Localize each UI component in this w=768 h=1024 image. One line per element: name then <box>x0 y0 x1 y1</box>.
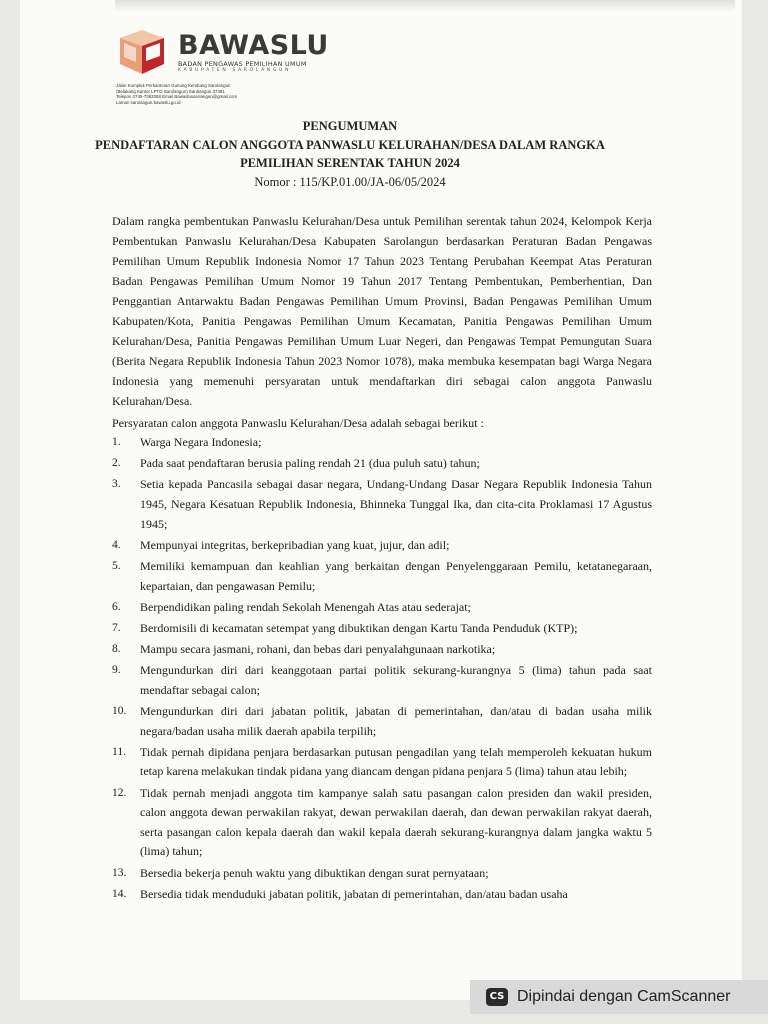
scan-shadow <box>115 0 735 12</box>
list-item <box>112 885 652 905</box>
list-item <box>112 661 652 700</box>
list-item <box>112 743 652 782</box>
address-line: Telepon 0745-7392058 Email Bawaslusarolangun@gmail.com <box>116 94 238 100</box>
brand-region: KABUPATEN SAROLANGUN <box>178 68 292 73</box>
item-number: 7. <box>112 621 121 634</box>
item-number: 9. <box>112 664 121 677</box>
item-number: 13. <box>112 866 127 879</box>
bawaslu-logo-icon <box>116 26 172 78</box>
item-number: 14. <box>112 887 127 900</box>
list-item <box>112 557 652 596</box>
announcement-heading <box>90 117 610 191</box>
address-line: Laman sarolangun.bawaslu.go.id <box>116 99 181 105</box>
item-text: Bersedia tidak menduduki jabatan politik, jabatan di pemerintahan, dan/atau badan usaha <box>140 886 568 901</box>
list-item <box>112 536 652 556</box>
item-text: Warga Negara Indonesia; <box>140 435 262 449</box>
camscanner-watermark <box>470 980 768 1014</box>
item-number: 4. <box>112 538 121 551</box>
brand-name: BAWASLU <box>178 30 329 61</box>
item-text: Setia kepada Pancasila sebagai dasar negara, Undang-Undang Dasar Negara Republik Indonesia Tahun 1945, Negara Kesatuan Republik Indonesia, Bhinneka Tunggal Ika, dan cita-cita Proklamasi 17 Agustus 1945; <box>140 477 652 531</box>
list-item <box>112 784 652 862</box>
list-item <box>112 475 652 534</box>
document-number: Nomor : 115/KP.01.00/JA-06/05/2024 <box>254 174 446 189</box>
document-body <box>112 211 652 906</box>
item-text: Mengundurkan diri dari keanggotaan partai politik sekurang-kurangnya 5 (lima) tahun pada saat mendaftar sebagai calon; <box>140 663 652 697</box>
item-number: 12. <box>112 786 127 799</box>
item-number: 5. <box>112 559 121 572</box>
intro-paragraph: Dalam rangka pembentukan Panwaslu Kelurahan/Desa untuk Pemilihan serentak tahun 2024, Kelompok Kerja Pembentukan Panwaslu Kelurahan/Desa Kabupaten Sarolangun berdasarkan Peraturan Badan Pengawas Pemilihan Umum Republik Indonesia Nomor 17 Tahun 2023 Tentang Perubahan Keempat Atas Peraturan Badan Pengawas Pemilihan Umum Nomor 19 Tahun 2017 Tentang Pembentukan, Pemberhentian, Dan Penggantian Antarwaktu Badan Pengawas Pemilihan Umum Provinsi, Badan Pengawas Pemilihan Umum Kabupaten/Kota, Panitia Pengawas Pemilihan Umum Kecamatan, Panitia Pengawas Pemilihan Umum Kelurahan/Desa, Panitia Pengawas Pemilihan Umum Luar Negeri, dan Pengawas Tempat Pemungutan Suara (Berita Negara Republik Indonesia Tahun 2023 Nomor 1078), maka membuka kesempatan bagi Warga Negara Indonesia yang memenuhi persyaratan untuk mendaftarkan diri sebagai calon anggota Panwaslu Kelurahan/Desa. <box>112 214 652 408</box>
item-number: 2. <box>112 457 121 470</box>
item-text: Mempunyai integritas, berkepribadian yang kuat, jujur, dan adil; <box>140 537 450 552</box>
list-item <box>112 598 652 618</box>
address-line: (Belakang Kantor LPTO Sarolangun) Sarolangun 37481 <box>116 88 225 94</box>
letterhead <box>116 26 376 105</box>
item-text: Berpendidikan paling rendah Sekolah Menengah Atas atau sederajat; <box>140 599 471 614</box>
item-text: Bersedia bekerja penuh waktu yang dibuktikan dengan surat pernyataan; <box>140 865 489 880</box>
item-text: Mampu secara jasmani, rohani, dan bebas dari penyalahgunaan narkotika; <box>140 642 496 657</box>
item-text: Tidak pernah dipidana penjara berdasarkan putusan pengadilan yang telah memperoleh kekuatan hukum tetap karena melakukan tindak pidana yang diancam dengan pidana penjara 5 (lima) tahun atau lebih; <box>140 744 652 779</box>
heading-subject-cont: PEMILIHAN SERENTAK TAHUN 2024 <box>240 156 460 170</box>
item-text: Pada saat pendaftaran berusia paling rendah 21 (dua puluh satu) tahun; <box>140 456 480 471</box>
item-number: 11. <box>112 745 126 758</box>
item-text: Berdomisili di kecamatan setempat yang dibuktikan dengan Kartu Tanda Penduduk (KTP); <box>140 620 578 635</box>
address-line: Jalan Komplek Perkantoran Gunung Kembang Sarolangun <box>116 83 231 88</box>
requirements-intro: Persyaratan calon anggota Panwaslu Kelurahan/Desa adalah sebagai berikut : <box>112 416 484 430</box>
requirements-list <box>112 433 652 904</box>
brand-subtitle: BADAN PENGAWAS PEMILIHAN UMUM <box>178 60 307 68</box>
item-number: 8. <box>112 643 121 656</box>
heading-title: PENGUMUMAN <box>302 119 398 133</box>
item-number: 6. <box>112 600 121 613</box>
list-item <box>112 454 652 474</box>
camscanner-text: Dipindai dengan CamScanner <box>517 988 731 1005</box>
heading-subject: PENDAFTARAN CALON ANGGOTA PANWASLU KELURAHAN/DESA DALAM RANGKA <box>95 137 605 152</box>
item-text: Tidak pernah menjadi anggota tim kampanye salah satu pasangan calon presiden dan wakil presiden, calon anggota dewan perwakilan rakyat, dewan perwakilan daerah, dan dewan perwakilan rakyat daerah, serta pasangan calon kepala daerah dan wakil kepala daerah sekurang-kurangnya dalam jangka waktu 5 (lima) tahun; <box>140 785 652 859</box>
letterhead-address <box>116 83 376 105</box>
item-number: 10. <box>112 705 127 718</box>
item-text: Mengundurkan diri dari jabatan politik, jabatan di pemerintahan, dan/atau di badan usaha milik negara/badan usaha milik daerah apabila terpilih; <box>140 704 652 738</box>
list-item <box>112 433 652 453</box>
list-item <box>112 702 652 741</box>
camscanner-icon: CS <box>486 988 508 1006</box>
list-item <box>112 619 652 639</box>
item-number: 1. <box>112 436 121 448</box>
item-number: 3. <box>112 478 121 491</box>
list-item <box>112 640 652 660</box>
item-text: Memiliki kemampuan dan keahlian yang berkaitan dengan Penyelenggaraan Pemilu, ketatanegaraan, kepartaian, dan pengawasan Pemilu; <box>140 558 652 593</box>
list-item <box>112 864 652 884</box>
